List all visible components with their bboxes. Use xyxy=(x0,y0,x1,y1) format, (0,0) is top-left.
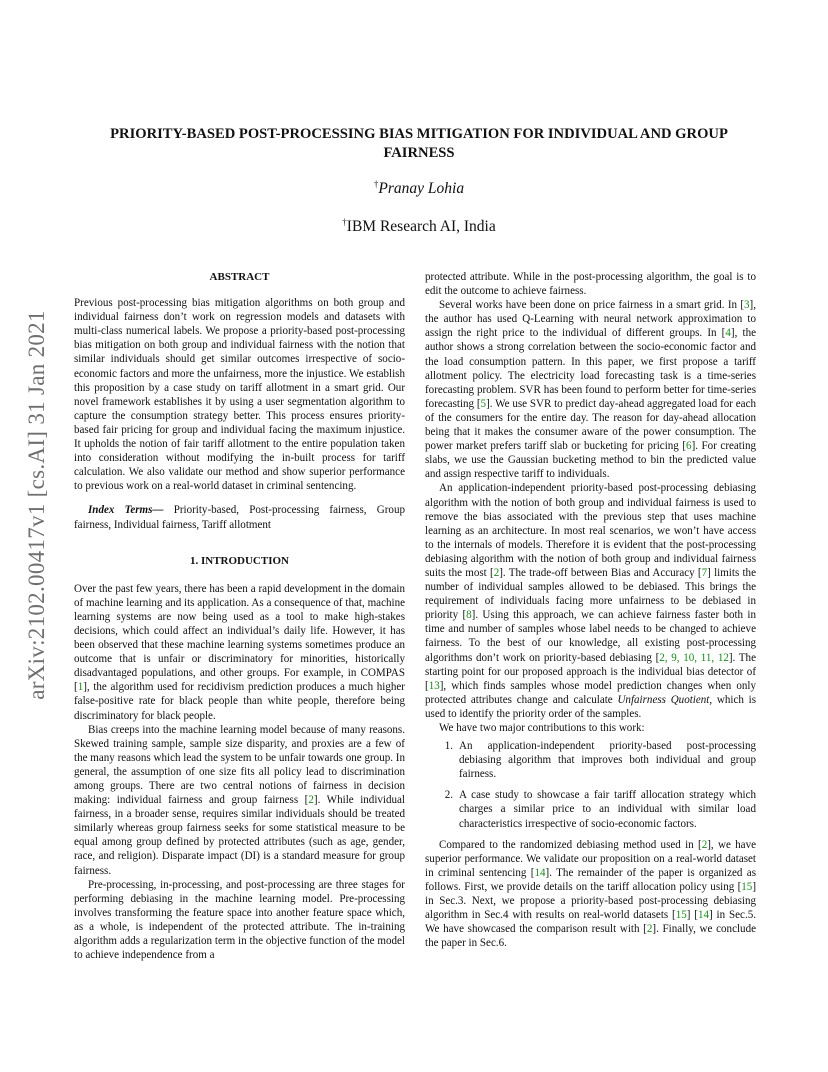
abstract-text: Previous post-processing bias mitigation algorithms on both group and individual fairness don’t work on regression models and datasets with multi-class numerical labels. We propose a priority-based post-processing bias mitigation on both group and individual fairness with the notion that similar individuals should get similar outcomes irrespective of socio-economic factors and more the unfairness, more the injustice. We establish this proposition by a case study on tariff allotment in a smart grid. Our novel framework establishes it by using a user segmentation algorithm to capture the consumption strategy better. This process ensures priority-based fair pricing for group and individual facing the maximum injustice. It upholds the notion of fair tariff allotment to the entire population taken into consideration without modifying the in-built process for tariff calculation. We also validate our method and show superior performance to previous work on a real-world dataset in criminal sentencing. xyxy=(74,297,405,493)
author-mark: † xyxy=(373,179,379,189)
index-terms-text: Priority-based, Post-processing fairness, Group fairness, Individual fairness, Tariff allotment xyxy=(74,504,405,531)
citation-link[interactable]: 14 xyxy=(697,909,710,922)
citation-link[interactable]: 14 xyxy=(534,866,546,879)
author-name: Pranay Lohia xyxy=(378,180,465,197)
body-paragraph: We have two major contributions to this work: xyxy=(439,722,645,734)
citation-link[interactable]: 13 xyxy=(428,679,440,692)
body-paragraph: Compared to the randomized debiasing method used in [2], we have superior performance. We validate our proposition on a real-world dataset in criminal sentencing [14]. The remainder of the paper is organized as follows. First, we provide details on the tariff allocation policy using [15] in Sec.3. Next, we propose a priority-based post-processing debiasing algorithm in Sec.4 with results on real-world datasets [15] [14] in Sec.5. We have showcased the comparison result with [2]. Finally, we conclude the paper in Sec.6. xyxy=(425,838,757,950)
citation-link[interactable]: 3 xyxy=(744,299,750,312)
citation-link[interactable]: 15 xyxy=(741,880,753,893)
citation-link[interactable]: 6 xyxy=(686,440,692,453)
citation-link[interactable]: 2 xyxy=(493,566,500,579)
body-paragraph: Several works have been done on price fairness in a smart grid. In [3], the author has used Q-Learning with neural network approximation to assign the right price to the individual of different groups. In [4], the author shows a strong correlation between the socio-economic factor and the load consumption pattern. In this paper, we first propose a tariff allotment policy. The electricity load forecasting task is a time-series forecasting problem. SVR has been found to perform better for time-series forecasting [5]. We use SVR to predict day-ahead aggregated load for each of the consumers for the entire day. The reason for day-ahead allocation being that it makes the consumer aware of the power consumption. The power market prefers tariff slab or bucketing for pricing [6]. For creating slabs, we use the Gaussian bucketing method to bin the predicted value and assign respective tariff to individuals. xyxy=(425,299,757,481)
body-paragraph: protected attribute. While in the post-processing algorithm, the goal is to edit the outcome to achieve fairness. xyxy=(425,271,756,298)
citation-link[interactable]: 1 xyxy=(77,681,84,694)
affiliation-name: IBM Research AI, India xyxy=(346,218,496,235)
paper-title: PRIORITY-BASED POST-PROCESSING BIAS MITIGATION FOR INDIVIDUAL AND GROUP FAIRNESS xyxy=(110,126,728,161)
contributions-list xyxy=(425,739,756,831)
body-paragraph: An application-independent priority-based post-processing debiasing algorithm with the notion of both group and individual fairness is used to remove the bias associated with the previous step that uses machine learning as an architecture. In most real scenarios, we won’t have access to the internals of models. Therefore it is evident that the post-processing debiasing algorithm with the notion of both group and individual fairness suits the most [2]. The trade-off between Bias and Accuracy [7] limits the number of individual samples allowed to be debiased. This brings the requirement of individuals facing more unfairness to be debiased in priority [8]. Using this approach, we can achieve fairness faster both in time and number of samples whose label needs to be changed to achieve fairness. To the best of our knowledge, all existing post-processing algorithms don’t work on priority-based debiasing [2, 9, 10, 11, 12]. The starting point for our proposed approach is the individual bias detector of [13], which finds samples whose model prediction changes when only protected attributes change and calculate Unfairness Quotient, which is used to identify the priority order of the samples. xyxy=(425,482,756,720)
citation-link[interactable]: 5 xyxy=(480,397,487,410)
citation-link[interactable]: 4 xyxy=(725,327,731,340)
intro-heading: 1. INTRODUCTION xyxy=(189,554,289,567)
affiliation-mark: † xyxy=(342,217,347,227)
citation-link[interactable]: 2 xyxy=(646,923,653,936)
citation-link[interactable]: 2 xyxy=(308,794,314,807)
index-terms-label: Index Terms— xyxy=(88,504,164,517)
affiliation xyxy=(74,217,764,236)
citation-link[interactable]: 15 xyxy=(675,909,687,922)
list-item: 1. An application-independent priority-based post-processing debiasing algorithm that improves both individual and group fairness. xyxy=(444,740,756,781)
abstract-heading: ABSTRACT xyxy=(209,271,270,283)
intro-paragraph: Bias creeps into the machine learning model because of many reasons. Skewed training sample, sample size disparity, and proxies are a few of the many reasons which lead the system to be unfair towards one group. In general, the assumption of one size fits all policy lead to discrimination among groups. There are two central notions of fairness in decision making: individual fairness and group fairness [2]. While individual fairness, in a broader sense, requires similar individuals should be treated similarly whereas group fairness seeks for some statistical measure to be equal among group defined by protected attributes (such as age, gender, race, and religion). Disparate impact (DI) is a standard measure for group fairness. xyxy=(74,723,405,877)
arxiv-identifier: arXiv:2102.00417v1 [cs.AI] 31 Jan 2021 xyxy=(24,310,49,700)
author xyxy=(74,179,764,198)
emphasis-term: Unfairness Quotient xyxy=(617,693,710,706)
intro-paragraph: Pre-processing, in-processing, and post-processing are three stages for performing debiasing in the machine learning model. Pre-processing involves transforming the feature space into another feature space which, as a whole, is independent of the protected attribute. The in-training algorithm adds a regularization term in the objective function of the model to achieve independence from a xyxy=(74,878,405,962)
list-item: 2. A case study to showcase a fair tariff allocation strategy which charges a similar price to an individual with similar load characteristics irrespective of socio-economic factors. xyxy=(444,789,756,830)
index-terms xyxy=(74,503,405,531)
intro-paragraph: Over the past few years, there has been a rapid development in the domain of machine learning and its application. As a consequence of that, machine learning systems are now being used as a tool to make high-stakes decisions, which could affect an individual’s daily life. However, it has been observed that these machine learning systems sometimes produce an outcome that is unfair or discriminatory for minorities, historically disadvantaged populations, and other groups. For example, in COMPAS [1], the algorithm used for recidivism prediction produces a much higher false-positive rate for black people than white people, therefore being discriminatory for black people. xyxy=(74,582,405,722)
citation-link[interactable]: 2, 9, 10, 11, 12 xyxy=(659,651,729,664)
left-column xyxy=(74,270,405,962)
right-column xyxy=(425,270,756,950)
citation-link[interactable]: 7 xyxy=(701,566,708,579)
arxiv-stamp xyxy=(22,295,52,715)
citation-link[interactable]: 8 xyxy=(466,609,472,622)
citation-link[interactable]: 2 xyxy=(701,838,708,851)
